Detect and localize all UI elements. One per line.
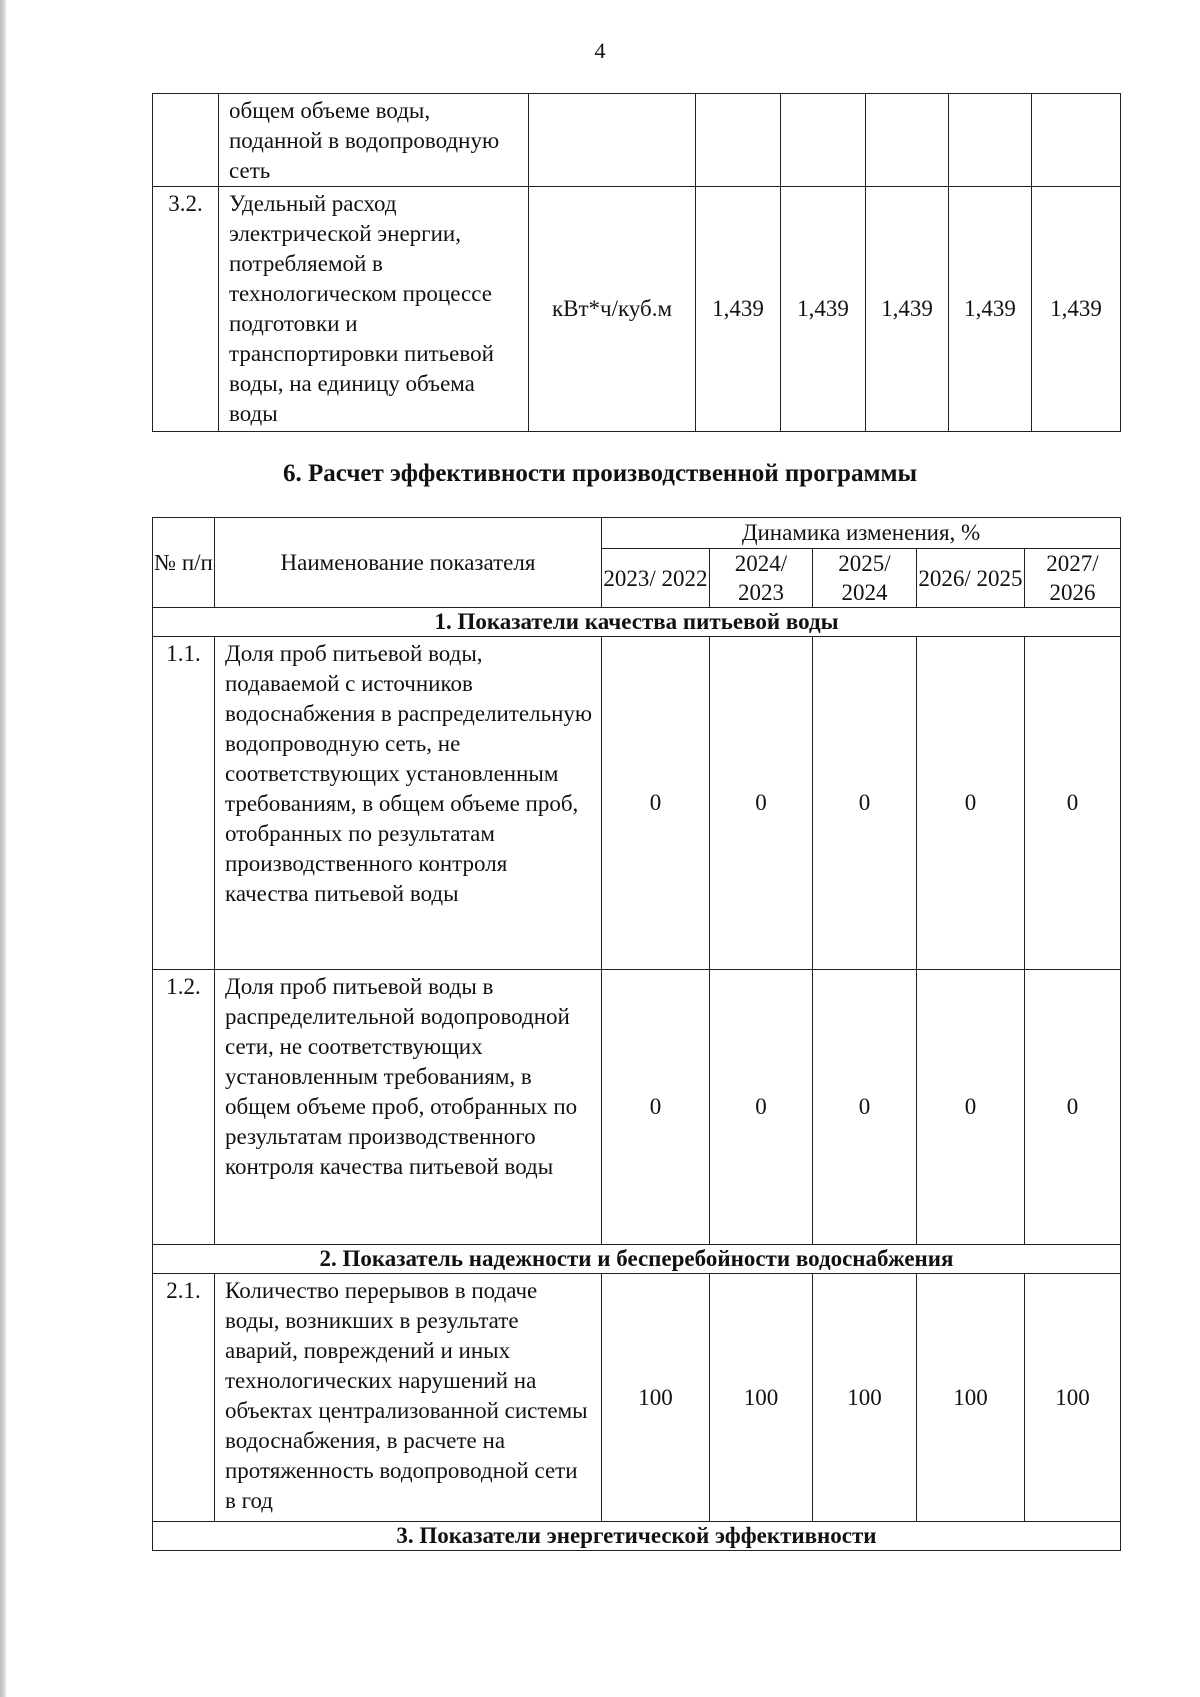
top-table (152, 93, 1121, 432)
row-number (153, 94, 219, 187)
value-cell: 0 (813, 970, 917, 1245)
table-row (153, 637, 1121, 970)
row-number: 1.2. (153, 970, 215, 1245)
table-row (153, 187, 1121, 432)
header-num: № п/п (153, 518, 215, 608)
value-cell: 0 (710, 637, 813, 970)
value-cell (1032, 94, 1121, 187)
header-year: 2023/ 2022 (602, 549, 710, 608)
table-row (153, 94, 1121, 187)
value-cell: 1,439 (781, 187, 866, 432)
value-cell: 0 (917, 637, 1025, 970)
value-cell: 100 (1025, 1274, 1121, 1522)
section-header-row (153, 1245, 1121, 1274)
indicator-name: Доля проб питьевой воды, подаваемой с источников водоснабжения в распределительную водопроводную сеть, не соответствующих установленным требованиям, в общем объеме проб, отобранных по результатам производственного контроля качества питьевой воды (215, 637, 602, 970)
row-number: 2.1. (153, 1274, 215, 1522)
header-group: Динамика изменения, % (602, 518, 1121, 549)
section-header: 3. Показатели энергетической эффективности (153, 1522, 1121, 1551)
page-number: 4 (594, 38, 606, 63)
value-cell: 1,439 (696, 187, 781, 432)
indicator-name: Доля проб питьевой воды в распределительной водопроводной сети, не соответствующих установленным требованиям, в общем объеме проб, отобранных по результатам производственного контроля качества питьевой воды (215, 970, 602, 1245)
header-name: Наименование показателя (215, 518, 602, 608)
value-cell: 1,439 (1032, 187, 1121, 432)
indicator-name: Удельный расход электрической энергии, потребляемой в технологическом процессе подготовки и транспортировки питьевой воды, на единицу объема воды (219, 187, 529, 432)
value-cell: 0 (917, 970, 1025, 1245)
value-cell: 100 (710, 1274, 813, 1522)
value-cell: 0 (710, 970, 813, 1245)
indicator-name: Количество перерывов в подаче воды, возникших в результате аварий, повреждений и иных технологических нарушений на объектах централизованной системы водоснабжения, в расчете на протяженность водопроводной сети в год (215, 1274, 602, 1522)
value-cell: 100 (813, 1274, 917, 1522)
value-cell: 100 (917, 1274, 1025, 1522)
header-year: 2027/ 2026 (1025, 549, 1121, 608)
value-cell: 0 (602, 970, 710, 1245)
header-year: 2026/ 2025 (917, 549, 1025, 608)
section-header-row (153, 1522, 1121, 1551)
table-row (153, 1274, 1121, 1522)
value-cell: 1,439 (949, 187, 1032, 432)
value-cell (866, 94, 949, 187)
value-cell (696, 94, 781, 187)
section-header: 1. Показатели качества питьевой воды (153, 608, 1121, 637)
value-cell: 0 (602, 637, 710, 970)
value-cell (781, 94, 866, 187)
value-cell: 100 (602, 1274, 710, 1522)
value-cell: 1,439 (866, 187, 949, 432)
table-row (153, 970, 1121, 1245)
row-number: 1.1. (153, 637, 215, 970)
header-year: 2024/ 2023 (710, 549, 813, 608)
value-cell: 0 (813, 637, 917, 970)
value-cell (949, 94, 1032, 187)
value-cell: 0 (1025, 970, 1121, 1245)
unit-cell: кВт*ч/куб.м (529, 187, 696, 432)
header-year: 2025/ 2024 (813, 549, 917, 608)
efficiency-table (152, 517, 1121, 1551)
row-number: 3.2. (153, 187, 219, 432)
unit-cell (529, 94, 696, 187)
indicator-name: общем объеме воды, поданной в водопроводную сеть (219, 94, 529, 187)
section-title: 6. Расчет эффективности производственной программы (282, 460, 918, 487)
section-header-row (153, 608, 1121, 637)
scan-edge (0, 0, 6, 1697)
section-header: 2. Показатель надежности и бесперебойности водоснабжения (153, 1245, 1121, 1274)
header-row (153, 518, 1121, 549)
value-cell: 0 (1025, 637, 1121, 970)
